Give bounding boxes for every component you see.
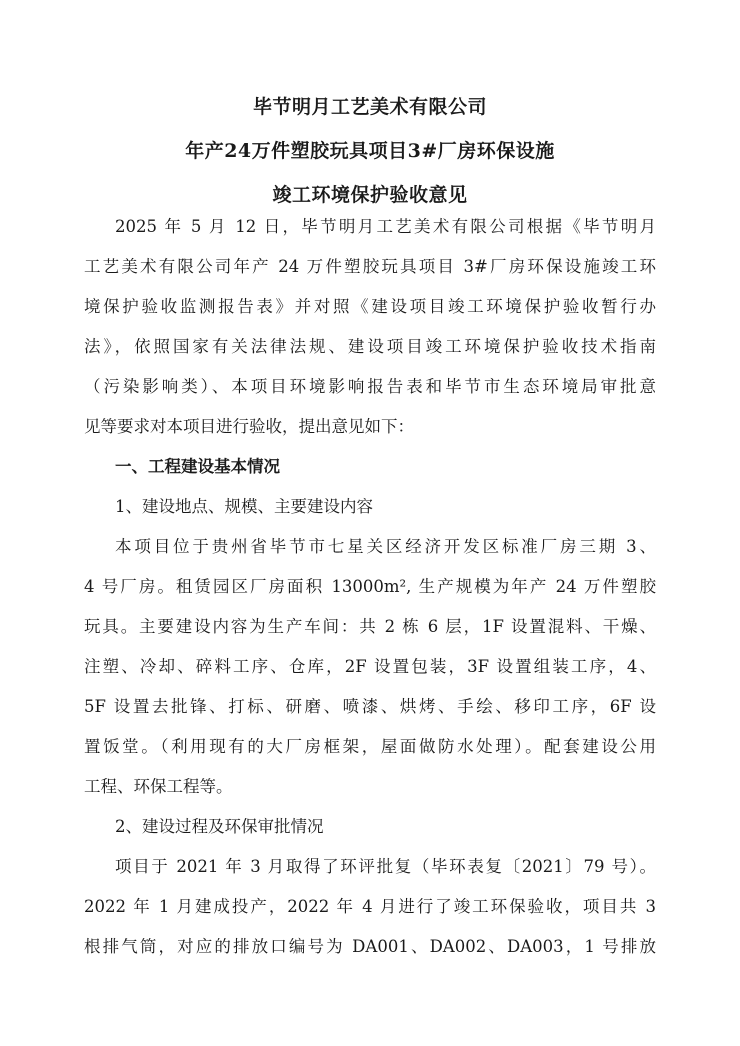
body-line: 项目于 2021 年 3 月取得了环评批复（毕环表复〔2021〕79 号）。 (115, 857, 656, 876)
intro-line: 工艺美术有限公司年产 24 万件塑胶玩具项目 3#厂房环保设施竣工环 (84, 257, 656, 276)
intro-line: 见等要求对本项目进行验收，提出意见如下： (84, 417, 414, 436)
body-line: 5F 设置去批锋、打标、研磨、喷漆、烘烤、手绘、移印工序，6F 设 (84, 697, 656, 716)
body-line: 注塑、冷却、碎料工序、仓库，2F 设置包装，3F 设置组装工序，4、 (84, 657, 656, 676)
intro-line: 境保护验收监测报告表》并对照《建设项目竣工环境保护验收暂行办 (84, 297, 656, 316)
body-line: 4 号厂房。租赁园区厂房面积 13000m², 生产规模为年产 24 万件塑胶 (84, 577, 656, 596)
body-line: 根排气筒，对应的排放口编号为 DA001、DA002、DA003，1 号排放 (84, 937, 656, 956)
project-title: 年产24万件塑胶玩具项目3#厂房环保设施 (185, 140, 555, 162)
subsection-heading: 1、建设地点、规模、主要建设内容 (115, 497, 373, 516)
intro-line: 法》，依照国家有关法律法规、建设项目竣工环境保护验收技术指南 (84, 337, 656, 356)
subsection-heading: 2、建设过程及环保审批情况 (115, 817, 324, 836)
report-title: 竣工环境保护验收意见 (272, 184, 468, 206)
body-line: 置饭堂。（利用现有的大厂房框架，屋面做防水处理）。配套建设公用 (84, 737, 656, 756)
body-line: 本项目位于贵州省毕节市七星关区经济开发区标准厂房三期 3、 (115, 537, 656, 556)
intro-line: 2025 年 5 月 12 日，毕节明月工艺美术有限公司根据《毕节明月 (115, 217, 656, 236)
company-title: 毕节明月工艺美术有限公司 (252, 96, 487, 118)
section-heading: 一、工程建设基本情况 (115, 457, 280, 476)
intro-line: （污染影响类）、本项目环境影响报告表和毕节市生态环境局审批意 (84, 377, 656, 396)
body-line: 2022 年 1 月建成投产，2022 年 4 月进行了竣工环保验收，项目共 3 (84, 897, 656, 916)
body-line: 工程、环保工程等。 (84, 777, 233, 796)
body-line: 玩具。主要建设内容为生产车间：共 2 栋 6 层，1F 设置混料、干燥、 (84, 617, 656, 636)
